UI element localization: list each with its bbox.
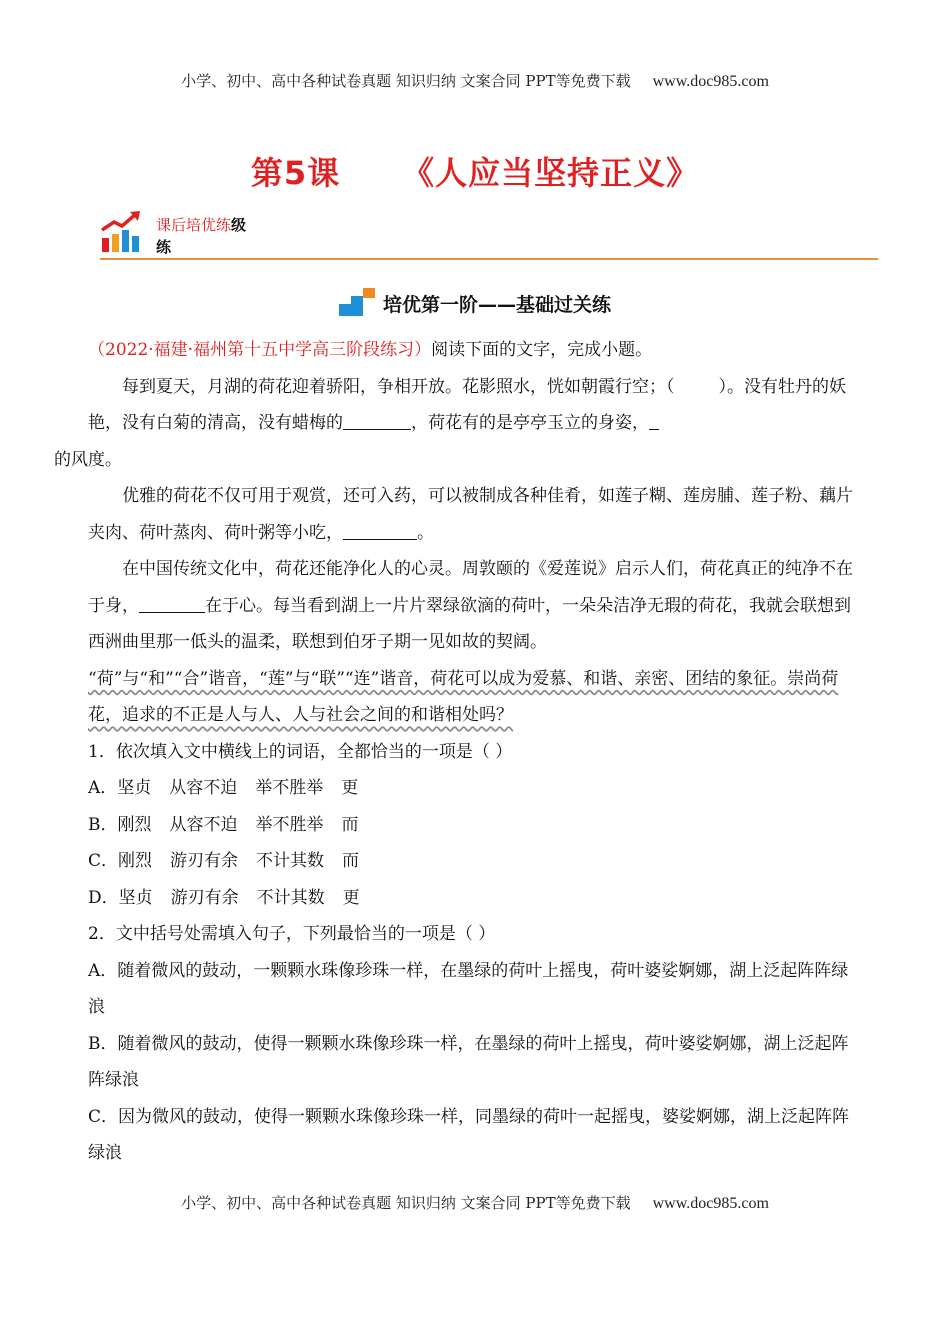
question-1-option-b[interactable]	[88, 807, 864, 844]
fill-blank-3	[343, 521, 417, 540]
passage-paragraph-4	[88, 661, 864, 734]
option-d-word-4: 更	[342, 887, 360, 908]
section-heading	[0, 288, 950, 317]
growth-chart-icon	[100, 210, 144, 254]
option-c-word-2: 游刃有余	[170, 851, 239, 871]
footer-site[interactable]: www.doc985.com	[652, 1195, 769, 1212]
fill-blank-1	[343, 411, 411, 430]
passage-paragraph-3	[88, 551, 864, 661]
option-b-word-1: B．刚烈	[88, 814, 152, 835]
question-2-option-c[interactable]: C．因为微风的鼓动，使得一颗颗水珠像珍珠一样，同墨绿的荷叶一起摇曳，婆娑婀娜，湖上泛起阵阵绿浪	[88, 1106, 850, 1163]
option-d-word-2: 游刃有余	[170, 887, 239, 908]
badge-label-red: 课后培优练	[156, 216, 232, 234]
p3-text-b: 在于心。每当看到湖上一片片翠绿欲滴的荷叶，一朵朵洁净无瑕的荷花，我就会联想到西洲曲里那一低头的温柔，联想到伯牙子期一见如故的契阔。	[88, 595, 851, 652]
page-title	[0, 148, 950, 194]
passage-paragraph-2	[88, 478, 864, 551]
header-text: 小学、初中、高中各种试卷真题 知识归纳 文案合同 PPT等免费下载	[181, 72, 631, 90]
p1-text-c: ，荷花有的是亭亭玉立的身姿，	[411, 413, 649, 433]
badge-label-practice: 练	[156, 238, 172, 256]
p4-underlined-text: “荷”与“和”“合”谐音，“莲”与“联”“连”谐音，荷花可以成为爱慕、和谐、亲密、团结的象征。崇尚荷花，追求的不正是人与人、人与社会之间的和谐相处吗？	[88, 668, 839, 725]
header-divider	[100, 258, 878, 260]
option-a-word-2: 从容不迫	[169, 778, 238, 798]
option-c-word-4: 而	[342, 851, 360, 871]
option-a-word-1: A．坚贞	[88, 778, 152, 798]
option-c-word-1: C．刚烈	[88, 851, 153, 871]
option-d-word-1: D．坚贞	[88, 887, 153, 908]
page-header	[0, 70, 950, 91]
option-b-word-4: 而	[341, 814, 359, 835]
lesson-number: 第5课	[250, 154, 341, 192]
fill-blank-4	[139, 594, 205, 613]
option-c-word-3: 不计其数	[256, 851, 325, 871]
page-footer	[0, 1192, 950, 1213]
badge-label-level: 级	[231, 216, 247, 234]
option-a-word-3: 举不胜举	[255, 778, 324, 798]
option-b-word-3: 举不胜举	[255, 814, 324, 835]
exercise-content	[54, 332, 864, 1172]
option-d-word-3: 不计其数	[256, 887, 325, 908]
p1-text-b: ）。没有牡丹的妖艳，没有白菊的清高，没有蜡梅的	[88, 376, 846, 433]
fill-blank-2	[649, 411, 659, 430]
question-source: （2022·福建·福州第十五中学高三阶段练习）	[88, 340, 432, 360]
passage-intro	[88, 332, 864, 369]
p1-text-a: 每到夏天，月湖的荷花迎着骄阳，争相开放。花影照水，恍如朝霞行空；（	[122, 376, 675, 397]
footer-text: 小学、初中、高中各种试卷真题 知识归纳 文案合同 PPT等免费下载	[181, 1194, 631, 1212]
question-2-option-b[interactable]: B．随着微风的鼓动，使得一颗颗水珠像珍珠一样，在墨绿的荷叶上摇曳，荷叶婆娑婀娜，湖上泛起阵阵绿浪	[88, 1033, 849, 1090]
header-site[interactable]: www.doc985.com	[652, 73, 769, 90]
question-1-stem: 1．依次填入文中横线上的词语，全都恰当的一项是（ ）	[88, 741, 513, 762]
p3-text-a: 在中国传统文化中，荷花还能净化人的心灵。周敦颐的《爱莲说》启示人们，荷花真正的纯净不在于身，	[88, 559, 853, 616]
question-2-stem: 2．文中括号处需填入句子，下列最恰当的一项是（ ）	[88, 924, 496, 944]
section-title: 培优第一阶——基础过关练	[382, 294, 611, 316]
question-2-option-a[interactable]: A．随着微风的鼓动，一颗颗水珠像珍珠一样，在墨绿的荷叶上摇曳，荷叶婆娑婀娜，湖上泛起阵阵绿浪	[88, 960, 849, 1017]
question-1-option-d[interactable]	[88, 880, 864, 917]
p1-text-d: 的风度。	[54, 449, 122, 470]
stairs-icon	[339, 288, 377, 316]
p2-text-a: 优雅的荷花不仅可用于观赏，还可入药，可以被制成各种佳肴，如莲子糊、莲房脯、莲子粉、藕片夹肉、荷叶蒸肉、荷叶粥等小吃，	[88, 486, 853, 543]
option-b-word-2: 从容不迫	[169, 814, 238, 835]
question-1-option-c[interactable]	[88, 843, 864, 880]
passage-instruction: 阅读下面的文字，完成小题。	[431, 340, 653, 360]
question-1-option-a[interactable]	[88, 770, 864, 807]
option-a-word-4: 更	[341, 778, 359, 798]
p2-text-b: 。	[417, 522, 434, 543]
passage-paragraph-1	[54, 369, 864, 479]
practice-badge	[100, 210, 260, 258]
lesson-name: 《人应当坚持正义》	[402, 154, 700, 192]
badge-label	[156, 214, 266, 258]
